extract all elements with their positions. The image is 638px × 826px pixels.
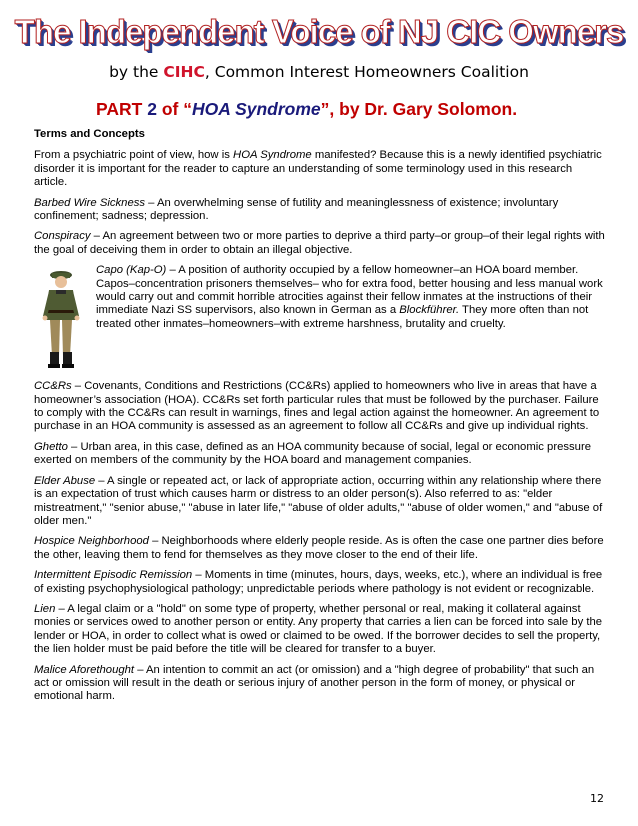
byline-suffix: , Common Interest Homeowners Coalition xyxy=(204,63,529,81)
term-definition: – A position of authority occupied by a fellow homeowner–an HOA board member. Capos–concentration prisoners themselves– who for extra food, better housing and less manual work would carry out and commit horrible atrocities against their fellow inmates at the instructions of their immediate Nazi SS supervisors, also known in German as a xyxy=(96,264,603,317)
page-number: 12 xyxy=(590,792,604,805)
term-label: Lien xyxy=(34,602,56,615)
term-label: Barbed Wire Sickness xyxy=(34,196,146,209)
title-part: PART xyxy=(96,99,143,119)
term-emphasis: Blockführer. xyxy=(399,304,460,317)
term-label: CC&Rs xyxy=(34,380,72,393)
term-remission xyxy=(34,569,606,596)
intro-text-1: From a psychiatric point of view, how is xyxy=(34,149,234,162)
term-conspiracy xyxy=(34,230,606,257)
term-barbed-wire xyxy=(34,197,606,224)
term-definition: – Neighborhoods where elderly people reside. As is often the case one partner dies before the other, leaving them to fend for themselves as they move closer to the end of their life. xyxy=(34,535,604,561)
term-ghetto xyxy=(34,441,606,468)
section-heading: Terms and Concepts xyxy=(34,128,145,140)
masthead-banner: The Independent Voice of NJ CIC Owners xyxy=(14,13,624,50)
byline-prefix: by the xyxy=(109,63,159,81)
term-definition: – Urban area, in this case, defined as an HOA community because of social, legal or economic pressure exerted on members of the community by the HOA board and management companies. xyxy=(34,440,591,467)
term-definition: – Moments in time (minutes, hours, days, weeks, etc.), where an individual is free of existing psychophysiological pathology; unpredictable periods where pathology is not evident or recognizable. xyxy=(34,569,603,595)
term-definition: – A single or repeated act, or lack of appropriate action, occurring within any relationship where there is an expectation of trust which causes harm or distress to an older person(s). Also referred to as: "elder mistreatment," "senior abuse," "abuse in later life," "abuse of older adults," "abuse of older women," and "abuse of older men." xyxy=(34,474,603,527)
byline-org: CIHC xyxy=(163,63,205,81)
uniformed-officer-figure-icon xyxy=(36,266,86,370)
intro-paragraph xyxy=(34,149,606,189)
term-ccrs xyxy=(34,380,606,434)
title-of: of “ xyxy=(161,99,192,119)
term-hospice xyxy=(34,535,606,562)
term-label: Conspiracy xyxy=(34,230,91,243)
title-name: HOA Syndrome xyxy=(191,99,321,119)
term-elder-abuse xyxy=(34,475,606,529)
term-label: Intermittent Episodic Remission xyxy=(34,569,193,582)
term-capo xyxy=(34,264,606,372)
byline xyxy=(0,62,638,82)
title-tail: ”, by Dr. Gary Solomon. xyxy=(320,99,518,119)
term-definition: – An intention to commit an act (or omission) and a "high degree of probability" that such an act or omission will result in the death or serious injury of another person in the form of money, or physical or emotional harm. xyxy=(34,663,595,703)
capo-definition xyxy=(96,264,606,331)
term-label: Capo (Kap-O) xyxy=(96,264,167,277)
article-body xyxy=(34,128,606,711)
article-title xyxy=(96,98,616,120)
term-definition: – An agreement between two or more parties to deprive a third party–or group–of their legal rights with the goal of deceiving them in order to obtain an illegal objective. xyxy=(34,230,605,256)
term-lien xyxy=(34,603,606,657)
title-number: 2 xyxy=(147,99,157,119)
term-malice xyxy=(34,664,606,704)
term-definition-tail: They more often than not treated other inmates–homeowners–with extreme harshness, brutality and cruelty. xyxy=(96,304,589,330)
intro-text-2: manifested? Because this is a newly identified psychiatric disorder it is important for the reader to capture an understanding of some terminology used in this research article. xyxy=(34,149,602,189)
term-label: Elder Abuse xyxy=(34,474,96,487)
term-definition: – A legal claim or a "hold" on some type of property, whether personal or real, making it collateral against monies or services owed to another person or entity. Any property that carries a lien can be forced into sale by the lender or HOA, in order to collect what is owed or claimed to be owed. If the borrower decides to sell the property, the lien holder must be paid before the title will be cleared for transfer to a buyer. xyxy=(34,602,603,656)
intro-emphasis: HOA Syndrome xyxy=(233,149,312,162)
term-definition: – An overwhelming sense of futility and meaninglessness of existence; involuntary confinement; sadness; depression. xyxy=(34,196,559,223)
term-label: Ghetto xyxy=(34,440,68,453)
term-definition: – Covenants, Conditions and Restrictions (CC&Rs) applied to homeowners who live in areas that have a homeowner’s association (HOA). CC&Rs set forth particular rules that must be followed by the purchaser. Failure to comply with the CC&Rs can result in warnings, fines and legal action against the homeowner. An agreement to purchase in an HOA community is assessed as an agreement to follow all CC&Rs and give up individual rights. xyxy=(34,380,600,433)
term-label: Malice Aforethought xyxy=(34,663,135,676)
term-label: Hospice Neighborhood xyxy=(34,535,149,548)
